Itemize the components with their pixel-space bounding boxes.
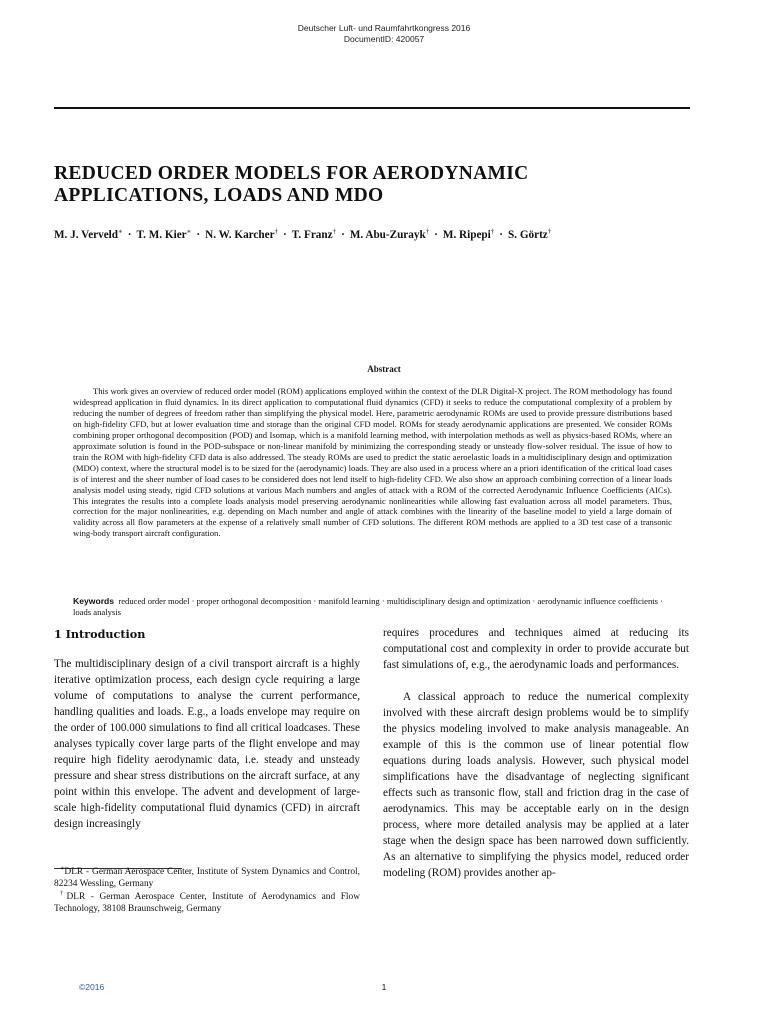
author-separator: ·	[341, 229, 345, 241]
author-separator: ·	[499, 229, 503, 241]
title-line-2: APPLICATIONS, LOADS AND MDO	[54, 185, 384, 206]
keywords-label: Keywords	[73, 596, 115, 606]
conference-header	[0, 23, 768, 45]
right-column	[383, 625, 689, 881]
keywords	[73, 596, 672, 618]
intro-paragraph-3: A classical approach to reduce the numerical complexity involved with these aircraft design problems would be to simplify the physics modeling involved to make analysis manageable. An example of this is the common use of linear potential flow equations during loads analysis. However, such physical model simplifications have the disadvantage of neglecting significant effects such as transonic flow, stall and friction drag in the case of aerodynamics. This may be acceptable early on in the design process, where more detailed analysis may be applied at a later stage when the design space has been narrowed down sufficiently. As an alternative to simplifying the physics model, reduced order modeling (ROM) provides another ap-	[383, 691, 689, 879]
page-number: 1	[381, 982, 387, 992]
conference-name: Deutscher Luft- und Raumfahrtkongress 2016	[297, 23, 471, 33]
footnotes	[54, 866, 360, 916]
footnote: †DLR - German Aerospace Center, Institute of Aerodynamics and Flow Technology, 38108 Braunschweig, Germany	[54, 889, 360, 915]
author-separator: ·	[127, 229, 132, 241]
header-rule	[54, 107, 690, 109]
paper-title	[54, 163, 694, 207]
author: M. Ripepi†	[442, 227, 495, 241]
author-separator: ·	[434, 229, 438, 241]
author: T. Franz†	[291, 227, 337, 241]
copyright-link[interactable]: ©2016	[79, 982, 105, 992]
abstract-text: This work gives an overview of reduced order model (ROM) applications employed within the context of the DLR Digital-X project. The ROM methodology has found widespread application in fluid dynamics. In its direct application to computational fluid dynamics (CFD) it seeks to reduce the computational complexity of a problem by reducing the number of degrees of freedom rather than simplifying the physical model. Here, parametric aerodynamic ROMs are used to provide pressure distributions based on high-fidelity CFD, but at lower evaluation time and storage than the original CFD model. ROMs for steady aerodynamic applications are presented. We consider ROMs combining proper orthogonal decomposition (POD) and Isomap, which is a manifold learning method, with interpolation methods as well as physics-based ROMs, where an approximate solution is found in the POD-subspace or non-linear manifold by minimizing the corresponding steady or unsteady flow-solver residual. The issue of how to train the ROM with high-fidelity CFD data is also addressed. The steady ROMs are used to predict the static aeroelastic loads in a multidisciplinary design and optimization (MDO) context, where the structural model is to be sized for the (aerodynamic) loads. They are also used in a process where an a priori identification of the critical load cases is of interest and the sheer number of load cases to be considered does not lend itself to high-fidelity CFD. We also show an approach combining correction of a linear loads analysis model using steady, rigid CFD solutions at various Mach numbers and angles of attack with a ROM of the corrected Aerodynamic Influence Coefficients (AICs). This integrates the results into a complete loads analysis model preserving aerodynamic nonlinearities while allowing fast evaluation across all model parameters. Thus, correction for the major nonlinearities, e.g. depending on Mach number and angle of attack combines with the linearity of the baseline model to yield a large domain of validity across all flow parameters at the expense of a relatively small number of CFD solutions. The different ROM methods are applied to a 3D test case of a transonic wing-body transport aircraft configuration.	[73, 386, 672, 539]
intro-paragraph-2: requires procedures and techniques aimed at reducing its computational cost and complexity in order to provide accurate but fast simulations of, e.g., the aerodynamic loads and performances.	[383, 627, 689, 671]
title-line-1: REDUCED ORDER MODELS FOR AERODYNAMIC	[54, 163, 529, 184]
intro-paragraph-1: The multidisciplinary design of a civil transport aircraft is a highly iterative optimization process, each design cycle requiring a large volume of computations to analyse the current performance, handling qualities and loads. E.g., a loads envelope may require on the order of 100.000 simulations to find all critical loadcases. These analyses typically cover large parts of the flight envelope and may require high fidelity aerodynamic data, i.e. steady and unsteady pressure and shear stress distributions on the aircraft surface, at any point within this envelope. The advent and development of large-scale high-fidelity computational fluid dynamics (CFD) in aircraft design increasingly	[54, 658, 360, 830]
author: N. W. Karcher†	[205, 227, 279, 241]
author-separator: ·	[196, 229, 201, 241]
author-separator: ·	[283, 229, 287, 241]
footnote: ∗DLR - German Aerospace Center, Institute of System Dynamics and Control, 82234 Wessling, Germany	[54, 864, 360, 890]
document-id: DocumentID: 420057	[343, 34, 425, 44]
author: M. Abu-Zurayk†	[349, 227, 430, 241]
abstract-heading: Abstract	[367, 364, 401, 374]
author: M. J. Verveld∗	[54, 227, 123, 241]
author-list	[54, 228, 694, 242]
author: T. M. Kier∗	[136, 227, 192, 241]
author: S. Görtz†	[508, 227, 552, 241]
section-heading-introduction: 1 Introduction	[54, 627, 146, 641]
left-column	[54, 656, 360, 832]
keywords-text: reduced order model · proper orthogonal decomposition · manifold learning · multidisciplinary design and optimization · aerodynamic influence coefficients · loads analysis	[73, 596, 664, 617]
